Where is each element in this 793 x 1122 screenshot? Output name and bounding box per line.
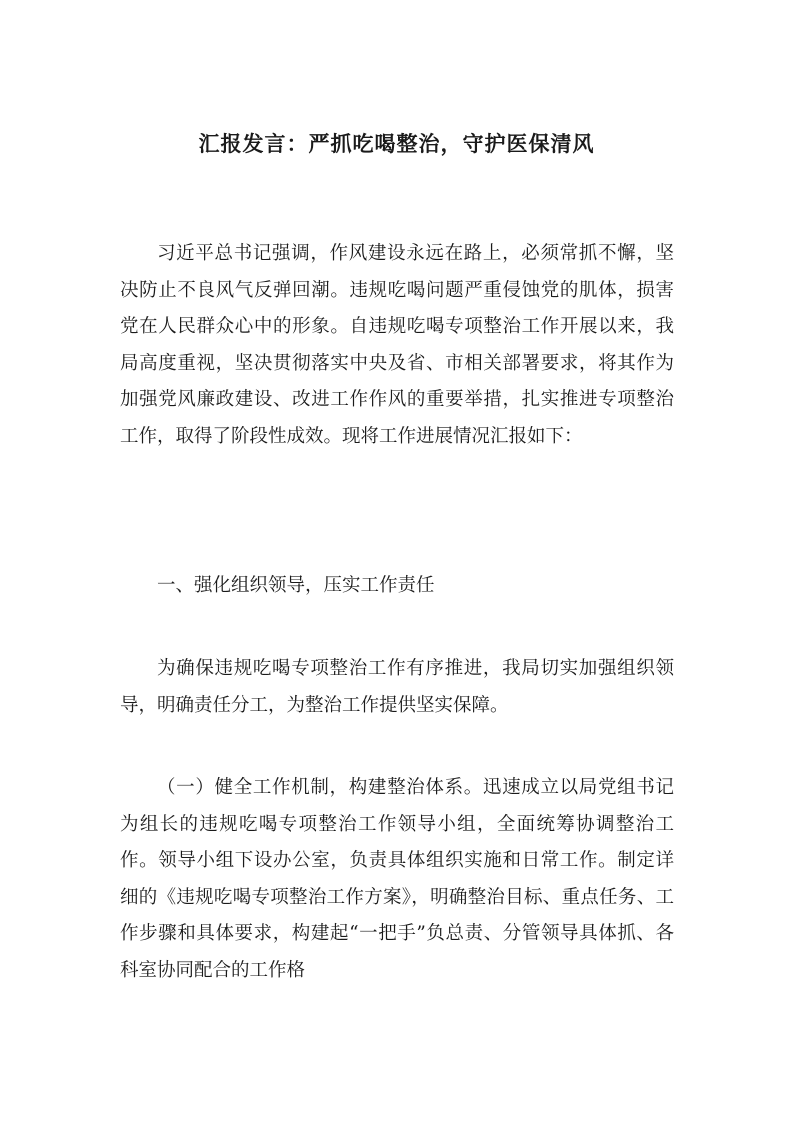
- section-1-item-1-paragraph: （一）健全工作机制，构建整治体系。迅速成立以局党组书记为组长的违规吃喝专项整治工作领导小组，全面统筹协调整治工作。领导小组下设办公室，负责具体组织实施和日常工作。制定详细的《违规吃喝专项整治工作方案》，明确整治目标、重点任务、工作步骤和具体要求，构建起“一把手”负总责、分管领导具体抓、各科室协同配合的工作格: [120, 777, 674, 981]
- section-1-heading: 一、强化组织领导，压实工作责任: [157, 575, 435, 596]
- intro-paragraph: 习近平总书记强调，作风建设永远在路上，必须常抓不懈，坚决防止不良风气反弹回潮。违规吃喝问题严重侵蚀党的肌体，损害党在人民群众心中的形象。自违规吃喝专项整治工作开展以来，我局高度重视，坚决贯彻落实中央及省、市相关部署要求，将其作为加强党风廉政建设、改进工作作风的重要举措，扎实推进专项整治工作，取得了阶段性成效。现将工作进展情况汇报如下：: [120, 243, 674, 447]
- document-title: 汇报发言：严抓吃喝整治，守护医保清风: [198, 131, 595, 156]
- section-1-paragraph: 为确保违规吃喝专项整治工作有序推进，我局切实加强组织领导，明确责任分工，为整治工作提供坚实保障。: [120, 658, 674, 716]
